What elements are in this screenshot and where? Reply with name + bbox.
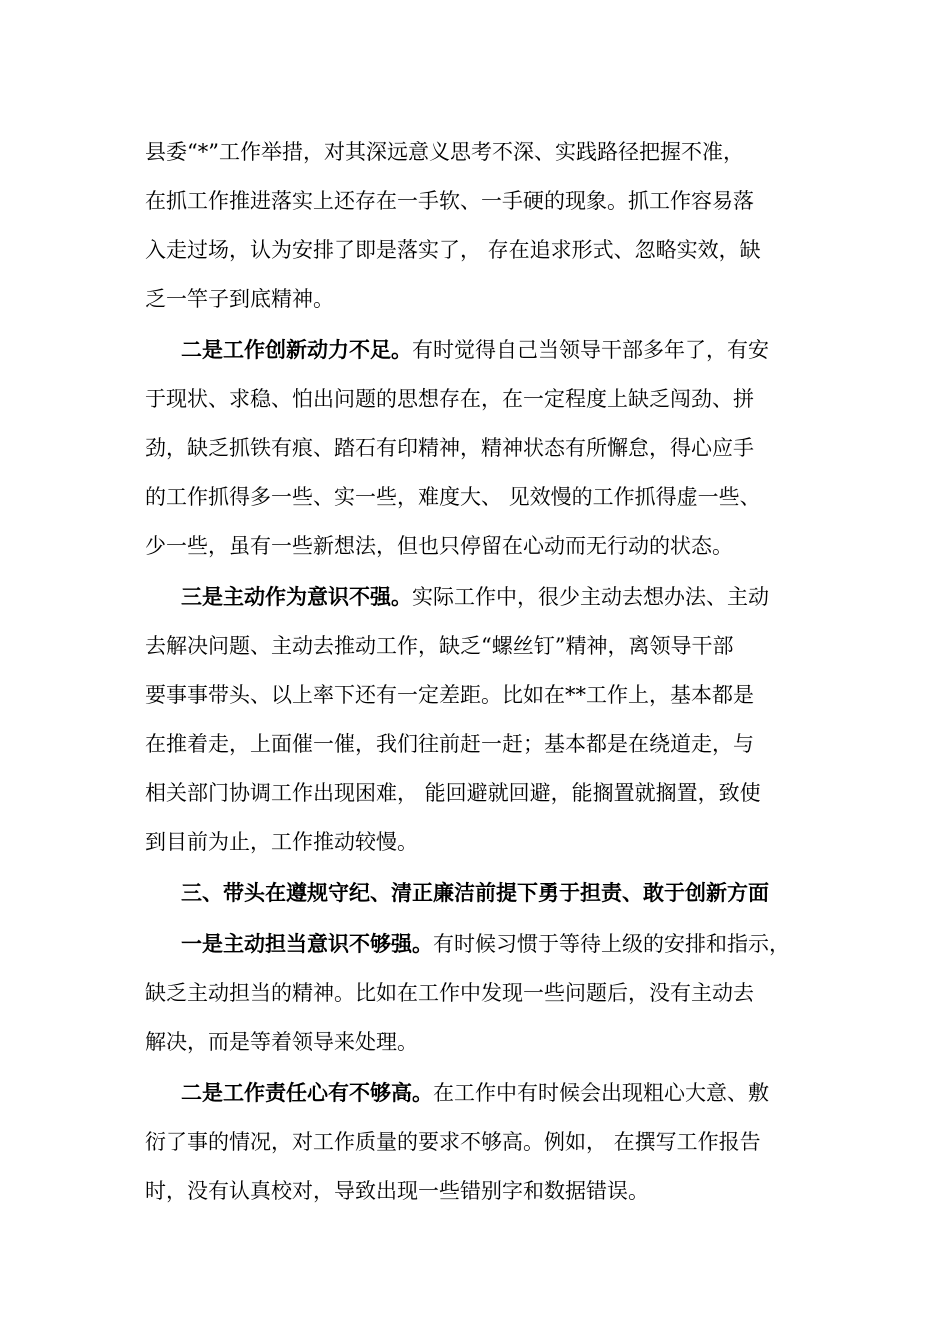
text-line: 乏一竿子到底精神。 — [145, 287, 334, 311]
paragraph-first-line — [181, 930, 790, 958]
text-line: 劲，缺乏抓铁有痕、踏石有印精神，精神状态有所懈怠，得心应手 — [145, 436, 754, 460]
paragraph-lead: 二是工作创新动力不足。 — [181, 337, 412, 362]
text-line: 去解决问题、主动去推动工作，缺乏“螺丝钉”精神，离领导干部 — [145, 634, 734, 658]
text-line: 缺乏主动担当的精神。比如在工作中发现一些问题后，没有主动去 — [145, 981, 754, 1005]
section-heading: 三、带头在遵规守纪、清正廉洁前提下勇于担责、敢于创新方面 — [181, 880, 769, 905]
text-line: 到目前为止，工作推动较慢。 — [145, 830, 418, 854]
paragraph-text: 有时觉得自己当领导干部多年了，有安 — [412, 338, 769, 362]
text-line: 的工作抓得多一些、实一些，难度大、 见效慢的工作抓得虚一些、 — [145, 485, 761, 509]
text-line: 入走过场，认为安排了即是落实了， 存在追求形式、忽略实效，缺 — [145, 238, 761, 262]
paragraph-text: 实际工作中，很少主动去想办法、主动 — [412, 585, 769, 609]
text-line: 相关部门协调工作出现困难， 能回避就回避，能搁置就搁置，致使 — [145, 781, 761, 805]
text-line: 时，没有认真校对，导致出现一些错别字和数据错误。 — [145, 1179, 649, 1203]
text-line: 县委“*”工作举措，对其深远意义思考不深、实践路径把握不准， — [145, 140, 744, 164]
paragraph-lead: 三是主动作为意识不强。 — [181, 584, 412, 609]
paragraph-text: 有时候习惯于等待上级的安排和指示， — [433, 932, 790, 956]
text-line: 在抓工作推进落实上还存在一手软、一手硬的现象。抓工作容易落 — [145, 189, 754, 213]
text-line: 解决，而是等着领导来处理。 — [145, 1030, 418, 1054]
paragraph-first-line — [181, 583, 769, 611]
text-line: 衍了事的情况，对工作质量的要求不够高。例如， 在撰写工作报告 — [145, 1130, 761, 1154]
text-line: 于现状、求稳、怕出问题的思想存在，在一定程度上缺乏闯劲、拼 — [145, 387, 754, 411]
text-line: 在推着走，上面催一催，我们往前赶一赶；基本都是在绕道走，与 — [145, 732, 754, 756]
paragraph-text: 在工作中有时候会出现粗心大意、敷 — [433, 1081, 769, 1105]
text-line: 要事事带头、以上率下还有一定差距。比如在**工作上，基本都是 — [145, 683, 754, 707]
paragraph-first-line — [181, 1079, 769, 1107]
paragraph-lead: 一是主动担当意识不够强。 — [181, 931, 433, 956]
paragraph-first-line — [181, 336, 769, 364]
paragraph-lead: 二是工作责任心有不够高。 — [181, 1080, 433, 1105]
text-line: 少一些，虽有一些新想法，但也只停留在心动而无行动的状态。 — [145, 534, 733, 558]
